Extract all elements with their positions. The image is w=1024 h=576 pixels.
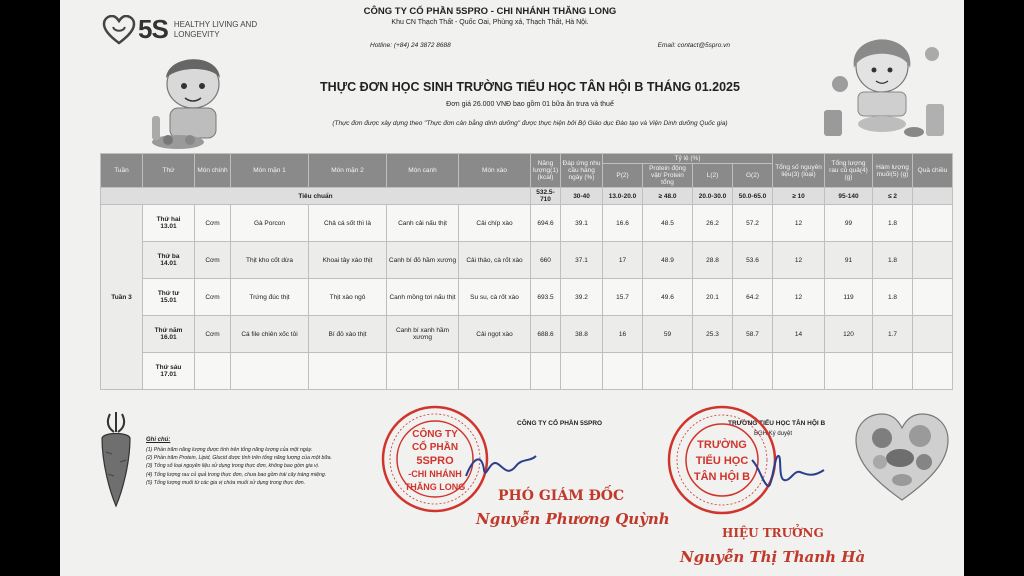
header-p: P(2) <box>603 164 643 188</box>
main-cell: Cơm <box>195 205 231 242</box>
stirfry-cell: Cải ngọt xào <box>459 316 531 353</box>
menu-table <box>100 153 953 390</box>
standard-g: 50.0-65.0 <box>733 188 773 205</box>
boy-eating-illustration-icon <box>138 44 248 154</box>
deputy-role: PHÓ GIÁM ĐỐC <box>498 488 625 504</box>
note-item: (4) Tổng lượng rau củ quả trong thực đơn, chưa bao gồm trái cây tráng miệng. <box>146 471 327 478</box>
company-name: CÔNG TY CỔ PHẦN 5SPRO - CHI NHÁNH THĂNG LONG <box>363 6 617 17</box>
afternoon-cell <box>913 316 953 353</box>
p-cell <box>603 353 643 390</box>
deputy-name: Nguyễn Phương Quỳnh <box>476 510 670 528</box>
brand-name: 5S <box>138 14 168 44</box>
header-week: Tuần <box>101 154 143 188</box>
school-stamp-line-2: TIỂU HỌC <box>695 455 749 467</box>
heart-logo-icon <box>102 15 136 45</box>
p-cell: 16 <box>603 316 643 353</box>
standard-l: 20.0-30.0 <box>693 188 733 205</box>
header-ratio-group: Tỷ lệ (%) <box>603 154 773 164</box>
school-subtitle: BGH Ký duyệt <box>754 431 793 437</box>
school-title: TRƯỜNG TIỂU HỌC TÂN HỘI B <box>728 420 826 427</box>
table-row <box>101 353 953 390</box>
coverage-cell: 37.1 <box>561 242 603 279</box>
ingredients-cell <box>773 353 825 390</box>
coverage-cell: 39.2 <box>561 279 603 316</box>
soup-cell: Canh bí đỏ hầm xương <box>387 242 459 279</box>
animal-protein-cell: 49.6 <box>643 279 693 316</box>
main-cell: Cơm <box>195 242 231 279</box>
hotline: Hotline: (+84) 24 3872 8688 <box>370 42 451 49</box>
stirfry-cell: Cải thảo, cà rốt xào <box>459 242 531 279</box>
price-line: Đơn giá 26.000 VNĐ bao gồm 01 bữa ăn trưa và thuế <box>446 101 614 108</box>
afternoon-cell <box>913 205 953 242</box>
day-name: Thứ tư <box>157 290 180 297</box>
header-main: Món chính <box>195 154 231 188</box>
note-item: (2) Phần trăm Protein, Lipid, Glucid được tính trên tổng năng lượng của một bữa. <box>146 455 332 462</box>
brand-tagline: HEALTHY LIVING AND LONGEVITY <box>173 19 258 39</box>
savory1-cell: Cá file chiên xốc tỏi <box>231 316 309 353</box>
coverage-cell: 38.8 <box>561 316 603 353</box>
day-cell <box>143 279 195 316</box>
veg-cell: 120 <box>825 316 873 353</box>
carrot-illustration-icon <box>96 412 136 508</box>
salt-cell: 1.8 <box>873 205 913 242</box>
g-cell: 57.2 <box>733 205 773 242</box>
day-date: 14.01 <box>160 260 177 267</box>
salt-cell: 1.7 <box>873 316 913 353</box>
standard-label: Tiêu chuẩn <box>101 188 531 205</box>
table-row <box>101 279 953 316</box>
principal-signature-icon <box>748 448 828 492</box>
p-cell: 17 <box>603 242 643 279</box>
l-cell <box>693 353 733 390</box>
company-contacts <box>370 42 730 49</box>
header-savory1: Món mặn 1 <box>231 154 309 188</box>
header-day: Thứ <box>143 154 195 188</box>
menu-document <box>60 0 964 576</box>
school-stamp-line-1: TRƯỜNG <box>697 439 747 451</box>
table-row <box>101 242 953 279</box>
day-cell <box>143 242 195 279</box>
header-savory2: Món mặn 2 <box>309 154 387 188</box>
savory1-cell: Thịt kho cốt dừa <box>231 242 309 279</box>
savory1-cell: Gà Porcon <box>231 205 309 242</box>
afternoon-cell <box>913 242 953 279</box>
day-cell <box>143 205 195 242</box>
veg-cell: 99 <box>825 205 873 242</box>
savory2-cell <box>309 353 387 390</box>
day-date: 13.01 <box>160 223 177 230</box>
header-ingredients: Tổng số nguyên liệu(3) (loại) <box>773 154 825 188</box>
header-stirfry: Món xào <box>459 154 531 188</box>
salt-cell <box>873 353 913 390</box>
day-name: Thứ sáu <box>155 364 182 371</box>
header-soup: Món canh <box>387 154 459 188</box>
table-row <box>101 316 953 353</box>
note-item: (3) Tổng số loại nguyên liệu sử dụng trong thực đơn, không bao gồm gia vị. <box>146 463 320 470</box>
stirfry-cell: Cải chíp xào <box>459 205 531 242</box>
header-g: G(2) <box>733 164 773 188</box>
l-cell: 26.2 <box>693 205 733 242</box>
stirfry-cell: Su su, cà rốt xào <box>459 279 531 316</box>
coverage-cell: 39.1 <box>561 205 603 242</box>
seller-title: CÔNG TY CỔ PHẦN 5SPRO <box>517 420 603 427</box>
notes-list <box>146 446 366 487</box>
day-cell <box>143 316 195 353</box>
stamp-line-3: 5SPRO <box>416 455 454 467</box>
g-cell: 64.2 <box>733 279 773 316</box>
l-cell: 25.3 <box>693 316 733 353</box>
table-row <box>101 205 953 242</box>
energy-cell: 688.6 <box>531 316 561 353</box>
soup-cell: Canh mồng tơi nấu thịt <box>387 279 459 316</box>
veg-cell: 91 <box>825 242 873 279</box>
healthy-food-heart-illustration-icon <box>852 412 952 504</box>
standard-row <box>101 188 953 205</box>
brand-logo <box>102 14 270 45</box>
ingredients-cell: 12 <box>773 205 825 242</box>
standard-coverage: 30-40 <box>561 188 603 205</box>
salt-cell: 1.8 <box>873 242 913 279</box>
savory2-cell: Khoai tây xào thịt <box>309 242 387 279</box>
note-item: (1) Phần trăm năng lượng được tính trên tổng năng lượng của một ngày. <box>146 447 313 453</box>
animal-protein-cell: 48.5 <box>643 205 693 242</box>
main-cell: Cơm <box>195 316 231 353</box>
stamp-line-4: -CHI NHÁNH <box>408 469 462 479</box>
standard-afternoon <box>913 188 953 205</box>
ingredients-cell: 14 <box>773 316 825 353</box>
l-cell: 20.1 <box>693 279 733 316</box>
veg-cell <box>825 353 873 390</box>
main-cell: Cơm <box>195 279 231 316</box>
header-energy: Năng lượng(1) (kcal) <box>531 154 561 188</box>
main-cell <box>195 353 231 390</box>
stamp-line-1: CÔNG TY <box>412 429 458 440</box>
note-item: (5) Tổng lượng muối từ các gia vị chứa muối sử dụng trong thực đơn. <box>146 479 306 486</box>
energy-cell <box>531 353 561 390</box>
school-stamp-line-3: TÂN HỘI B <box>693 471 751 483</box>
p-cell: 15.7 <box>603 279 643 316</box>
header-veg: Tổng lượng rau củ quả(4) (g) <box>825 154 873 188</box>
g-cell <box>733 353 773 390</box>
stirfry-cell <box>459 353 531 390</box>
stamp-line-5: THĂNG LONG <box>404 482 466 492</box>
stamp-line-2: CỔ PHẦN <box>411 442 459 453</box>
savory1-cell: Trứng đúc thịt <box>231 279 309 316</box>
afternoon-cell <box>913 353 953 390</box>
principal-name: Nguyễn Thị Thanh Hà <box>680 548 866 566</box>
day-name: Thứ năm <box>154 327 183 334</box>
savory2-cell: Bí đỏ xào thịt <box>309 316 387 353</box>
g-cell: 58.7 <box>733 316 773 353</box>
l-cell: 28.8 <box>693 242 733 279</box>
ingredients-cell: 12 <box>773 242 825 279</box>
animal-protein-cell: 59 <box>643 316 693 353</box>
savory2-cell: Chả cá sốt thì là <box>309 205 387 242</box>
week-cell: Tuần 3 <box>101 205 143 390</box>
header-l: L(2) <box>693 164 733 188</box>
company-header <box>320 6 660 26</box>
energy-cell: 693.5 <box>531 279 561 316</box>
header-salt: Hàm lượng muối(5) (g) <box>873 154 913 188</box>
energy-cell: 660 <box>531 242 561 279</box>
coverage-cell <box>561 353 603 390</box>
day-cell <box>143 353 195 390</box>
header-afternoon: Quà chiều <box>913 154 953 188</box>
day-date: 15.01 <box>160 297 177 304</box>
page-title: THỰC ĐƠN HỌC SINH TRƯỜNG TIỂU HỌC TÂN HỘI B THÁNG 01.2025 <box>320 80 740 94</box>
soup-cell <box>387 353 459 390</box>
standard-ingredients: ≥ 10 <box>773 188 825 205</box>
header-coverage: Đáp ứng nhu cầu hàng ngày (%) <box>561 154 603 188</box>
soup-cell: Canh bí xanh hầm xương <box>387 316 459 353</box>
soup-cell: Canh cải nấu thịt <box>387 205 459 242</box>
ingredients-cell: 12 <box>773 279 825 316</box>
standard-p: 13.0-20.0 <box>603 188 643 205</box>
basis-note: (Thực đơn được xây dựng theo "Thực đơn cân bằng dinh dưỡng" được thực hiện bởi Bộ Giáo dục Đào tạo và Viện Dinh dưỡng Quốc gia) <box>332 120 728 127</box>
principal-role: HIỆU TRƯỞNG <box>722 526 824 540</box>
header-animal-protein: Protein động vật/ Protein tổng <box>643 164 693 188</box>
salt-cell: 1.8 <box>873 279 913 316</box>
savory2-cell: Thịt xào ngô <box>309 279 387 316</box>
g-cell: 53.6 <box>733 242 773 279</box>
day-name: Thứ ba <box>157 253 180 260</box>
animal-protein-cell <box>643 353 693 390</box>
deputy-signature-icon <box>460 446 540 486</box>
notes-title: Ghi chú: <box>146 437 171 443</box>
p-cell: 16.6 <box>603 205 643 242</box>
savory1-cell <box>231 353 309 390</box>
veg-cell: 119 <box>825 279 873 316</box>
standard-salt: ≤ 2 <box>873 188 913 205</box>
day-name: Thứ hai <box>156 216 181 223</box>
afternoon-cell <box>913 279 953 316</box>
standard-veg: 95-140 <box>825 188 873 205</box>
standard-energy: 532.5-710 <box>531 188 561 205</box>
standard-animal-protein: ≥ 48.0 <box>643 188 693 205</box>
day-date: 17.01 <box>160 371 177 378</box>
email: Email: contact@5spro.vn <box>657 42 730 49</box>
company-address: Khu CN Thạch Thất - Quốc Oai, Phùng xá, Thạch Thất, Hà Nội. <box>391 19 589 26</box>
day-date: 16.01 <box>160 334 177 341</box>
animal-protein-cell: 48.9 <box>643 242 693 279</box>
energy-cell: 694.6 <box>531 205 561 242</box>
